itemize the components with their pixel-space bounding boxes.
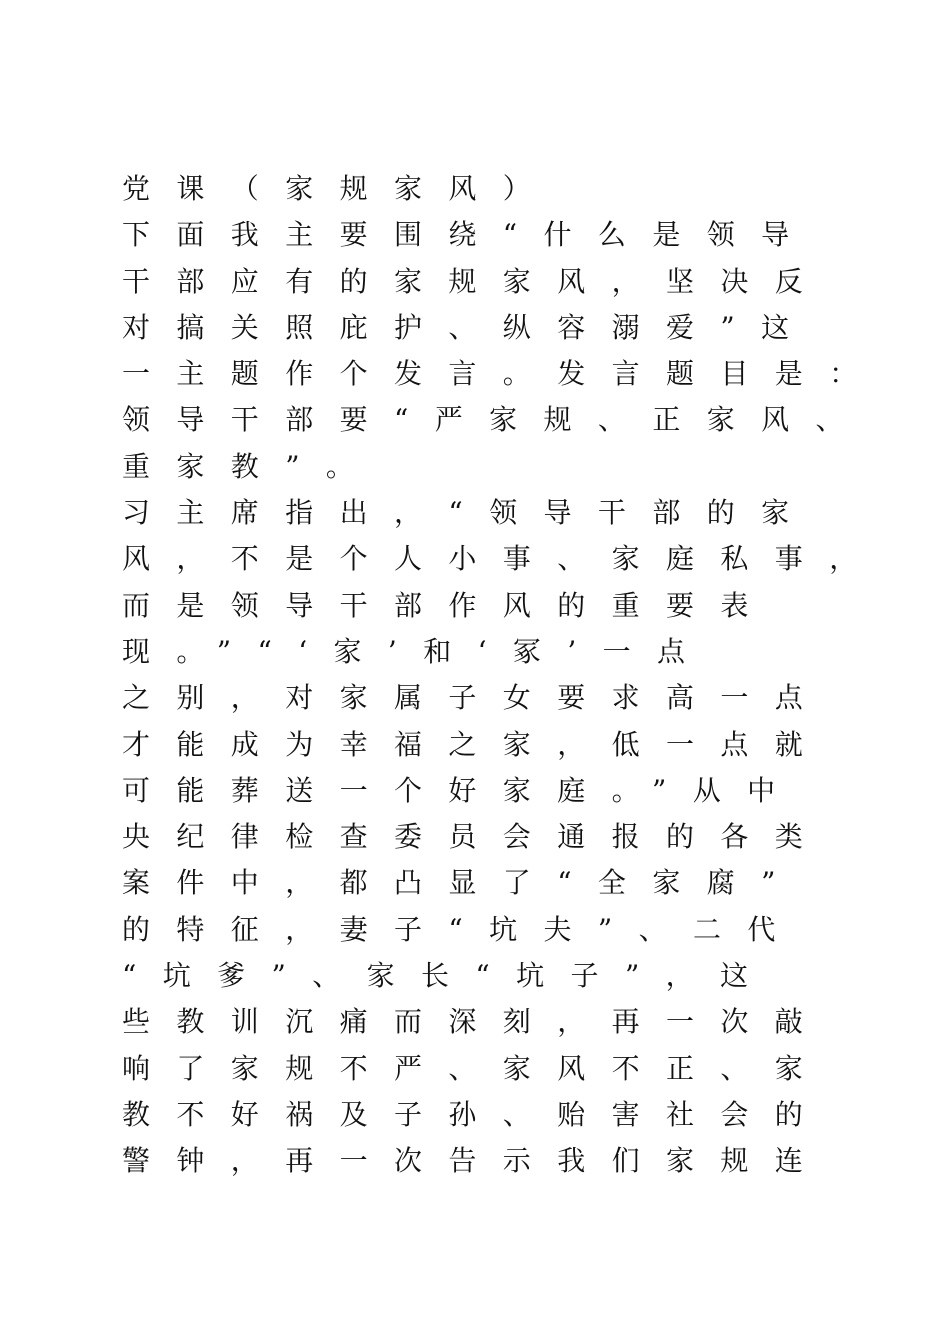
text-line: 些教训沉痛而深刻，再一次敲 (122, 1005, 830, 1039)
text-line: 习主席指出，“领导干部的家 (122, 496, 816, 530)
text-line: 案件中，都凸显了“全家腐” (122, 866, 802, 900)
text-line: 之别，对家属子女要求高一点 (122, 681, 830, 715)
title-line: 党课（家规家风） (122, 172, 558, 205)
text-line: 可能葬送一个好家庭。”从中 (122, 773, 802, 807)
text-line: 重家教”。 (122, 449, 381, 483)
text-line: 的特征，妻子“坑夫”、二代 (122, 912, 802, 946)
body-text (122, 166, 912, 1185)
text-line: 教不好祸及子孙、贻害社会的 (122, 1097, 830, 1131)
text-line: 而是领导干部作风的重要表 (122, 588, 775, 622)
text-line: 干部应有的家规家风，坚决反 (122, 264, 830, 298)
text-line: 领导干部要“严家规、正家风、 (122, 403, 870, 437)
text-line: 警钟，再一次告示我们家规连 (122, 1144, 830, 1178)
text-line: 下面我主要围绕“什么是领导 (122, 218, 816, 252)
text-line: 现。”“‘家’和‘冢’一点 (122, 634, 712, 668)
text-line: “坑爹”、家长“坑子”，这 (122, 959, 775, 993)
text-line: 才能成为幸福之家，低一点就 (122, 727, 830, 761)
text-line: 响了家规不严、家风不正、家 (122, 1051, 830, 1085)
text-line: 一主题作个发言。发言题目是： (122, 357, 884, 391)
text-line: 央纪律检查委员会通报的各类 (122, 820, 830, 854)
text-line: 对搞关照庇护、纵容溺爱”这 (122, 310, 816, 344)
text-line: 风，不是个人小事、家庭私事， (122, 542, 884, 576)
